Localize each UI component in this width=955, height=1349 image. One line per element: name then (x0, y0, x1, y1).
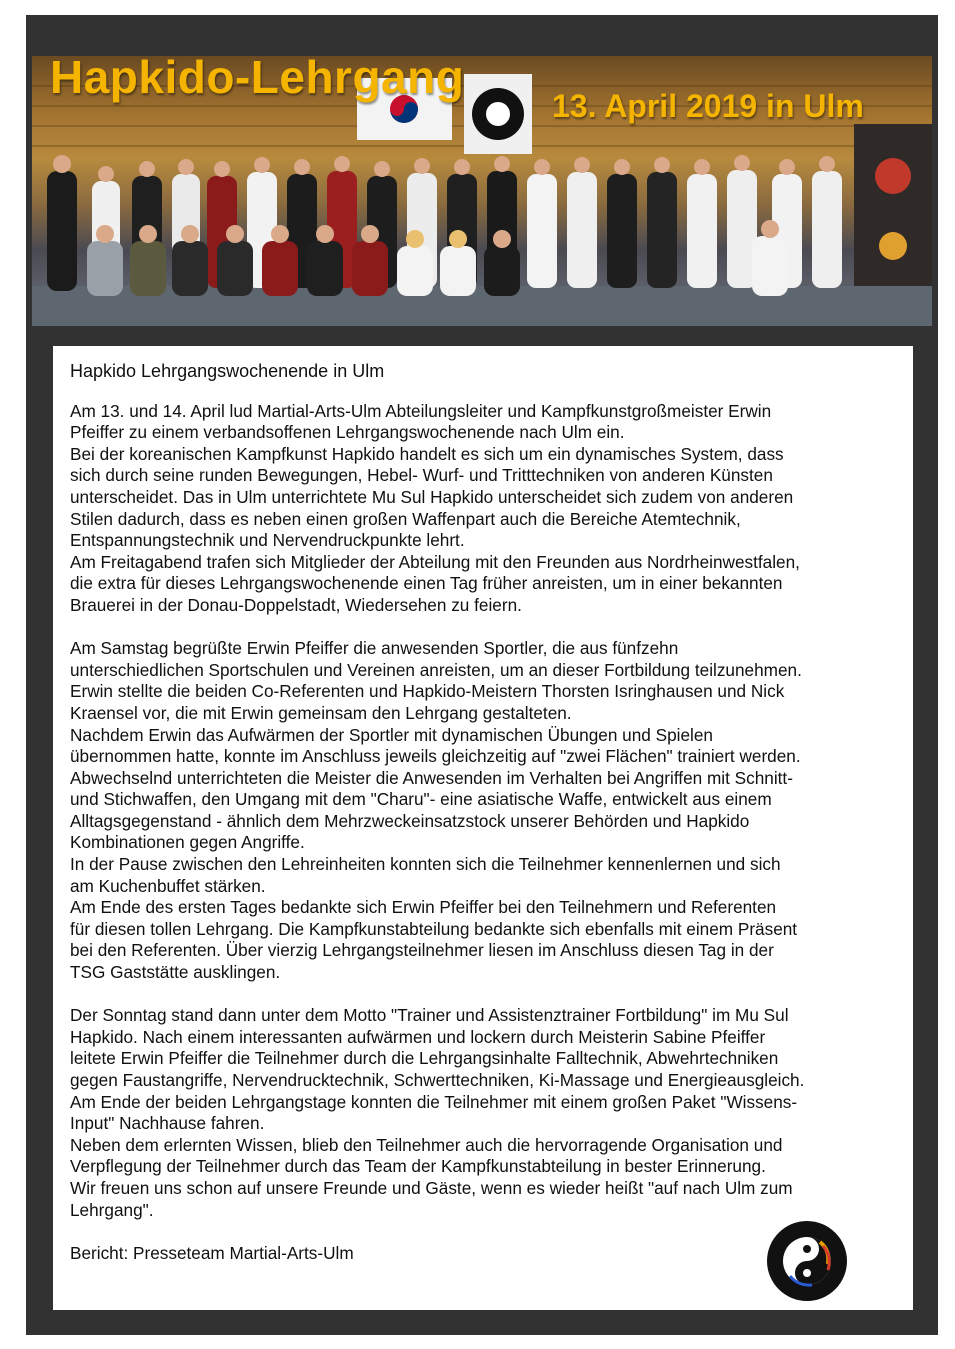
text-line: Lehrgang". (70, 1199, 154, 1220)
text-line: leitete Erwin Pfeiffer die Teilnehmer durch die Lehrgangsinhalte Falltechnik, Abwehrtechniken (70, 1048, 779, 1069)
text-line: Am Samstag begrüßte Erwin Pfeiffer die anwesenden Sportler, die aus fünfzehn (70, 638, 679, 659)
text-line: In der Pause zwischen den Lehreinheiten konnten sich die Teilnehmer kennenlernen und sich (70, 854, 781, 875)
text-line: Am 13. und 14. April lud Martial-Arts-Ulm Abteilungsleiter und Kampfkunstgroßmeister Erwin (70, 400, 772, 421)
text-line: TSG Gaststätte ausklingen. (70, 962, 281, 983)
text-line: Stilen dadurch, dass es neben einen großen Waffenpart auch die Bereiche Atemtechnik, (70, 508, 741, 529)
text-line: Kraensel vor, die mit Erwin gemeinsam den Lehrgang gestalteten. (70, 702, 572, 723)
text-line: Bei der koreanischen Kampfkunst Hapkido handelt es sich um ein dynamisches System, dass (70, 443, 784, 464)
text-line: Der Sonntag stand dann unter dem Motto "Trainer und Assistenztrainer Fortbildung" im Mu Sul (70, 1005, 789, 1026)
text-line: Am Freitagabend trafen sich Mitglieder der Abteilung mit den Freunden aus Nordrheinwestfalen, (70, 551, 800, 572)
text-line: Brauerei in der Donau-Doppelstadt, Wiedersehen zu feiern. (70, 594, 522, 615)
text-line: gegen Faustangriffe, Nervendrucktechnik, Schwerttechniken, Ki-Massage und Energieausgleich. (70, 1070, 805, 1090)
text-line: Input" Nachhause fahren. (70, 1113, 265, 1134)
text-line: übernommen hatte, konnte im Anschluss jeweils gleichzeitig auf "zwei Flächen" trainiert werden. (70, 746, 801, 767)
event-date: 13. April 2019 in Ulm (552, 88, 864, 124)
text-line: Erwin stellte die beiden Co-Referenten und Hapkido-Meistern Thorsten Isringhausen und Nick (70, 681, 785, 702)
report-credit: Bericht: Presseteam Martial-Arts-Ulm (70, 1242, 354, 1263)
text-line: unterschiedlichen Sportschulen und Vereinen anreisten, um an dieser Fortbildung teilzunehmen. (70, 659, 802, 680)
text-line: Am Ende des ersten Tages bedankte sich Erwin Pfeiffer bei den Teilnehmern und Referenten (70, 897, 777, 918)
page-title: Hapkido-Lehrgang (50, 56, 465, 103)
group-photo (32, 56, 932, 326)
text-line: für diesen tollen Lehrgang. Die Kampfkunstabteilung bedankte sich ebenfalls mit einem Präsent (70, 918, 798, 939)
paragraph (70, 1005, 890, 1221)
text-line: Kombinationen gegen Angriffe. (70, 832, 305, 853)
text-line: am Kuchenbuffet stärken. (70, 875, 266, 896)
text-line: bei den Referenten. Über vierzig Lehrgangsteilnehmer liesen im Anschluss diesen Tag in der (70, 940, 774, 961)
text-line: Alltagsgegenstand - ähnlich dem Mehrzweckeinsatzstock unserer Behörden und Hapkido (70, 810, 750, 831)
text-line: Abwechselnd unterrichteten die Meister die Anwesenden im Verhalten bei Angriffen mit Schnitt- (70, 767, 793, 788)
text-line: Pfeiffer zu einem verbandsoffenen Lehrgangswochenende nach Ulm ein. (70, 422, 625, 443)
text-line: Entspannungstechnik und Nervendruckpunkte lehrt. (70, 530, 465, 551)
text-line: Am Ende der beiden Lehrgangstage konnten die Teilnehmer mit einem großen Paket "Wissens- (70, 1091, 798, 1112)
text-line: sich durch seine runden Bewegungen, Hebel- Wurf- und Tritttechniken von anderen Künsten (70, 465, 773, 486)
text-line: und Stichwaffen, den Umgang mit dem "Charu"- eine asiatische Waffe, entwickelt aus einem (70, 789, 772, 810)
article-body (70, 361, 890, 1264)
text-line: die extra für dieses Lehrgangswochenende einen Tag früher anreisten, um in einer bekannten (70, 573, 783, 594)
text-line: Wir freuen uns schon auf unsere Freunde und Gäste, wenn es wieder heißt "auf nach Ulm zum (70, 1177, 793, 1198)
text-line: Hapkido. Nach einem interessanten aufwärmen und lockern durch Meisterin Sabine Pfeiffer (70, 1026, 766, 1047)
martial-arts-ulm-logo (766, 1220, 848, 1302)
paragraph (70, 638, 890, 984)
text-line: Neben dem erlernten Wissen, blieb den Teilnehmer auch die hervorragende Organisation und (70, 1134, 783, 1155)
paragraph (70, 401, 890, 617)
text-line: unterscheidet. Das in Ulm unterrichtete Mu Sul Hapkido unterscheidet sich zudem von anderen (70, 486, 794, 507)
text-line: Verpflegung der Teilnehmer durch das Team der Kampfkunstabteilung in bester Erinnerung. (70, 1156, 766, 1177)
article-heading: Hapkido Lehrgangswochenende in Ulm (70, 361, 385, 381)
article-panel (53, 346, 913, 1310)
text-line: Nachdem Erwin das Aufwärmen der Sportler mit dynamischen Übungen und Spielen (70, 724, 713, 745)
